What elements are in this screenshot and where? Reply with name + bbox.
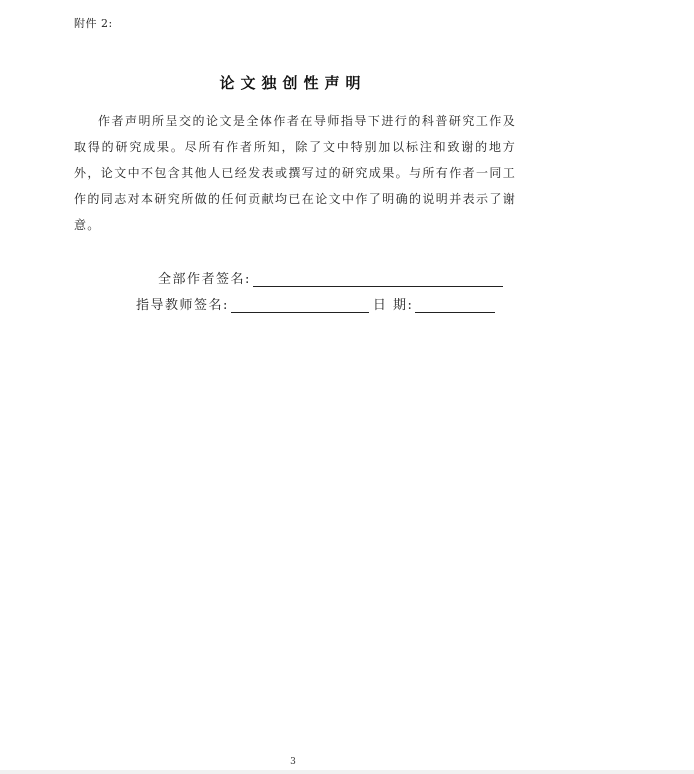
page-number: 3: [290, 757, 296, 767]
page-title: 论文独创性声明: [219, 74, 367, 92]
authors-signature-row: [158, 268, 503, 287]
advisor-signature-label: 指导教师签名:: [136, 298, 229, 313]
declaration-statement: 作者声明所呈交的论文是全体作者在导师指导下进行的科普研究工作及取得的研究成果。尽所有作者所知，除了文中特别加以标注和致谢的地方外，论文中不包含其他人已经发表或撰写过的研究成果。与所有作者一同工作的同志对本研究所做的任何贡献均已在论文中作了明确的说明并表示了谢意。: [74, 114, 516, 232]
authors-signature-line: [253, 272, 503, 287]
date-label: 日 期:: [372, 298, 414, 313]
advisor-signature-line: [231, 298, 369, 313]
attachment-label: 附件 2:: [74, 17, 113, 30]
date-line: [415, 298, 495, 313]
authors-signature-label: 全部作者签名:: [158, 272, 251, 287]
advisor-signature-row: [136, 294, 495, 313]
